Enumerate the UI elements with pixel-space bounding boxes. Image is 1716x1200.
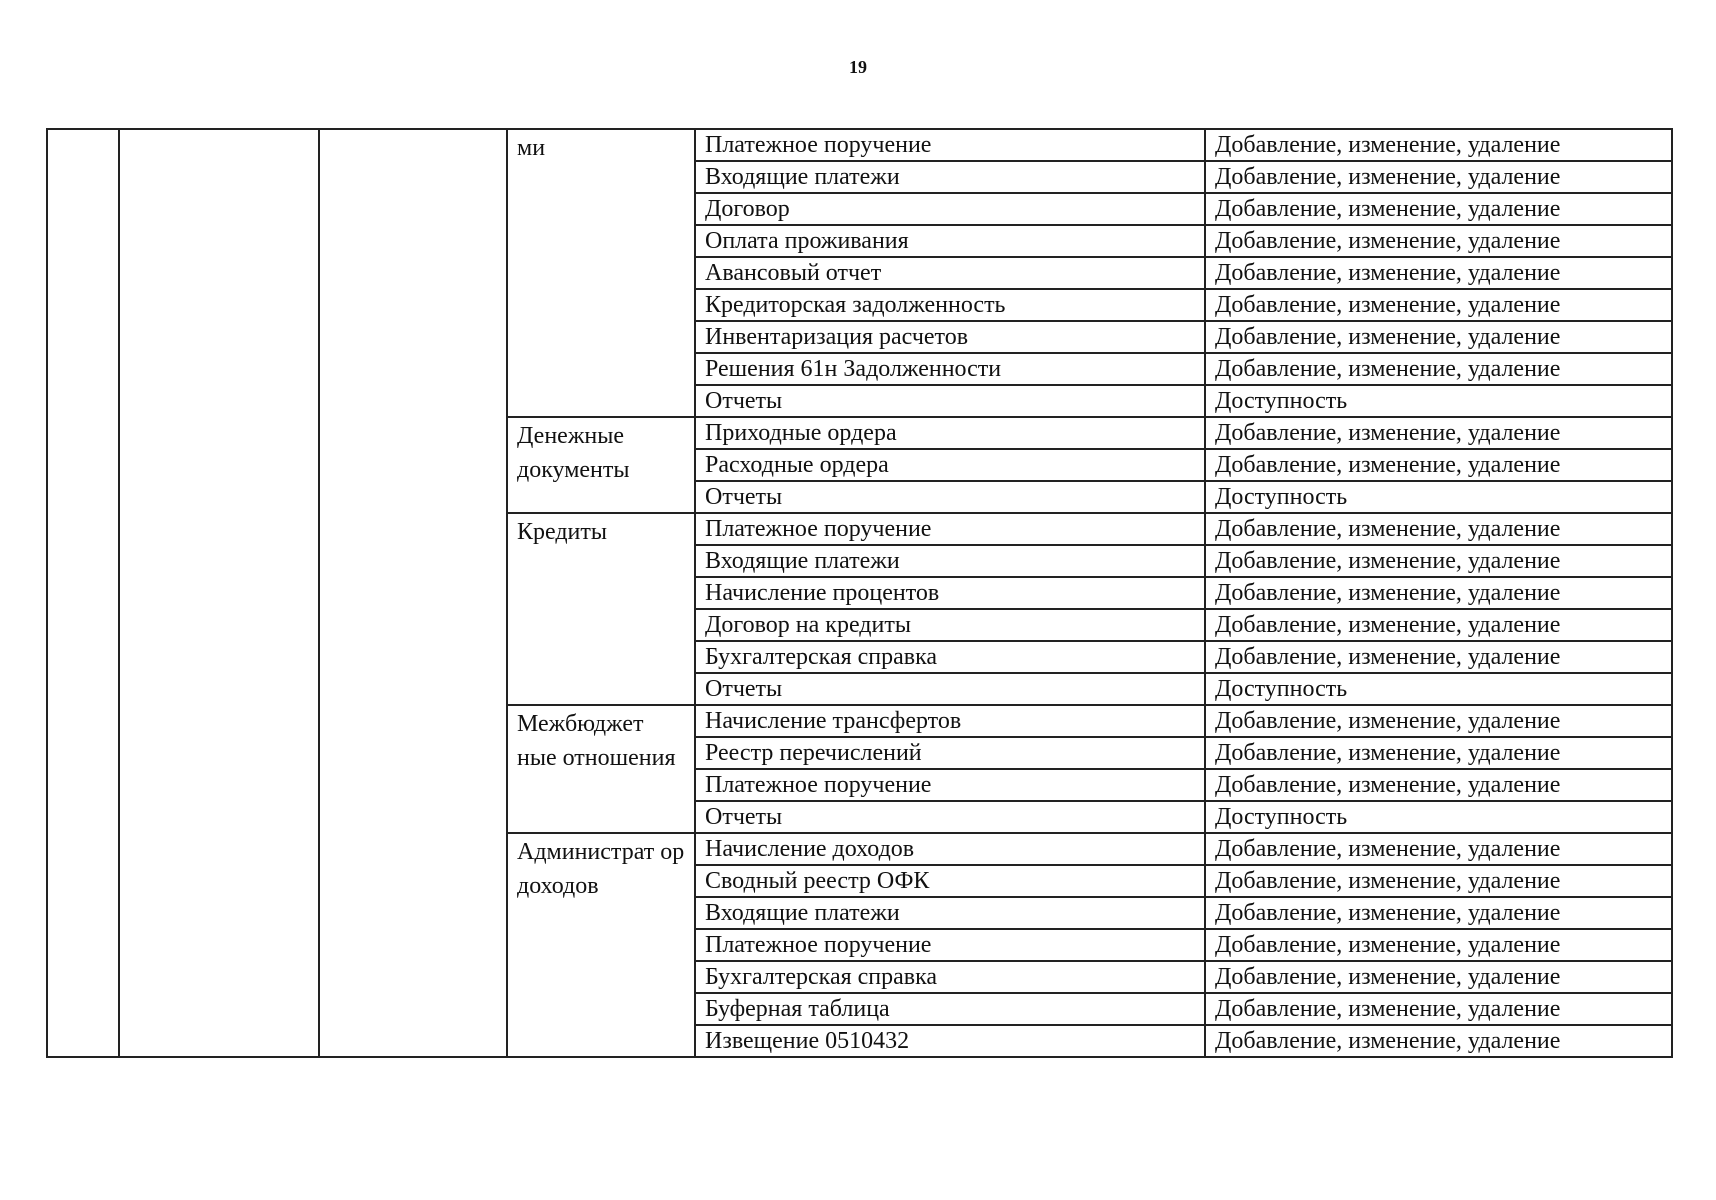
access-rights-cell: Добавление, изменение, удаление [1205,961,1672,993]
section-label: Межбюджет ные отношения [507,705,695,833]
document-type-cell: Платежное поручение [695,769,1205,801]
access-rights-cell: Добавление, изменение, удаление [1205,417,1672,449]
access-rights-cell: Доступность [1205,801,1672,833]
access-rights-cell: Добавление, изменение, удаление [1205,769,1672,801]
document-type-cell: Оплата проживания [695,225,1205,257]
document-type-cell: Входящие платежи [695,161,1205,193]
access-rights-cell: Добавление, изменение, удаление [1205,449,1672,481]
table-row [47,129,1672,161]
document-type-cell: Извещение 0510432 [695,1025,1205,1057]
document-type-cell: Отчеты [695,385,1205,417]
access-rights-cell: Добавление, изменение, удаление [1205,321,1672,353]
document-type-cell: Бухгалтерская справка [695,641,1205,673]
document-type-cell: Сводный реестр ОФК [695,865,1205,897]
access-rights-cell: Добавление, изменение, удаление [1205,353,1672,385]
document-type-cell: Инвентаризация расчетов [695,321,1205,353]
document-type-cell: Начисление процентов [695,577,1205,609]
document-type-cell: Кредиторская задолженность [695,289,1205,321]
document-type-cell: Авансовый отчет [695,257,1205,289]
access-rights-cell: Добавление, изменение, удаление [1205,609,1672,641]
document-type-cell: Буферная таблица [695,993,1205,1025]
access-rights-cell: Добавление, изменение, удаление [1205,545,1672,577]
access-rights-cell: Добавление, изменение, удаление [1205,289,1672,321]
document-type-cell: Отчеты [695,481,1205,513]
access-rights-cell: Доступность [1205,385,1672,417]
access-rights-cell: Добавление, изменение, удаление [1205,929,1672,961]
access-rights-cell: Добавление, изменение, удаление [1205,161,1672,193]
document-type-cell: Входящие платежи [695,897,1205,929]
document-type-cell: Отчеты [695,801,1205,833]
access-rights-table [46,128,1673,1058]
document-type-cell: Решения 61н Задолженности [695,353,1205,385]
access-rights-cell: Доступность [1205,673,1672,705]
access-rights-cell: Доступность [1205,481,1672,513]
access-rights-cell: Добавление, изменение, удаление [1205,577,1672,609]
access-rights-cell: Добавление, изменение, удаление [1205,705,1672,737]
document-type-cell: Начисление трансфертов [695,705,1205,737]
empty-col-1 [47,129,119,1057]
empty-col-2 [119,129,319,1057]
access-rights-cell: Добавление, изменение, удаление [1205,993,1672,1025]
document-type-cell: Расходные ордера [695,449,1205,481]
document-type-cell: Платежное поручение [695,513,1205,545]
access-rights-cell: Добавление, изменение, удаление [1205,833,1672,865]
document-type-cell: Начисление доходов [695,833,1205,865]
access-rights-cell: Добавление, изменение, удаление [1205,865,1672,897]
access-rights-cell: Добавление, изменение, удаление [1205,1025,1672,1057]
document-type-cell: Бухгалтерская справка [695,961,1205,993]
access-rights-cell: Добавление, изменение, удаление [1205,225,1672,257]
section-label: Кредиты [507,513,695,705]
document-type-cell: Договор на кредиты [695,609,1205,641]
document-type-cell: Платежное поручение [695,929,1205,961]
access-rights-cell: Добавление, изменение, удаление [1205,641,1672,673]
document-type-cell: Платежное поручение [695,129,1205,161]
document-type-cell: Приходные ордера [695,417,1205,449]
empty-col-3 [319,129,507,1057]
access-rights-cell: Добавление, изменение, удаление [1205,257,1672,289]
page-number: 19 [849,57,867,77]
document-type-cell: Отчеты [695,673,1205,705]
access-rights-cell: Добавление, изменение, удаление [1205,513,1672,545]
document-type-cell: Реестр перечислений [695,737,1205,769]
document-type-cell: Договор [695,193,1205,225]
section-label: Денежные документы [507,417,695,513]
access-rights-cell: Добавление, изменение, удаление [1205,193,1672,225]
section-label: ми [507,129,695,417]
document-type-cell: Входящие платежи [695,545,1205,577]
section-label: Администрат ор доходов [507,833,695,1057]
access-rights-cell: Добавление, изменение, удаление [1205,129,1672,161]
access-rights-cell: Добавление, изменение, удаление [1205,737,1672,769]
access-rights-cell: Добавление, изменение, удаление [1205,897,1672,929]
